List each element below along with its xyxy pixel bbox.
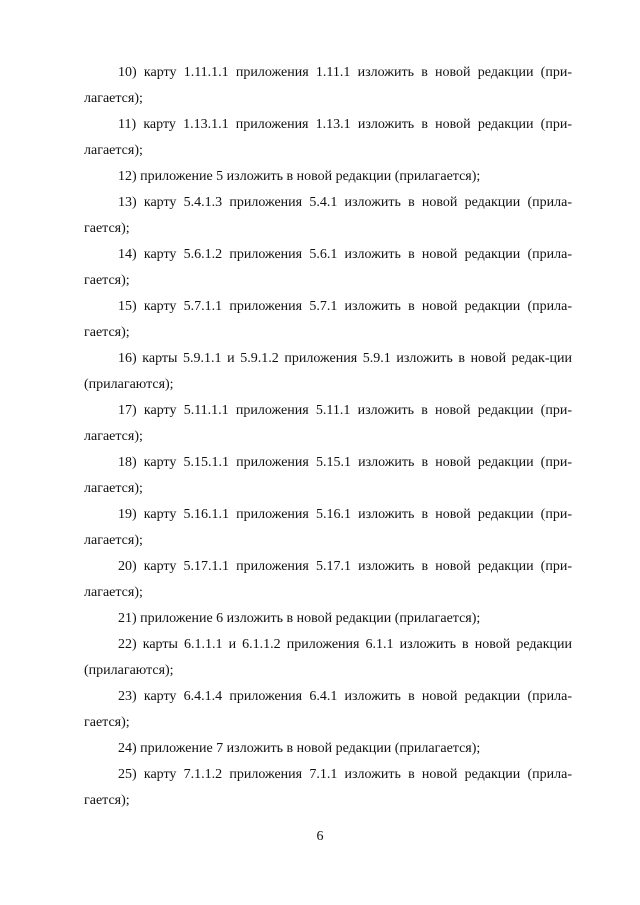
- list-item: 22) карты 6.1.1.1 и 6.1.1.2 приложения 6.1.1 изложить в новой редакции (прилагаются);: [84, 637, 572, 678]
- amendment-list: [84, 60, 572, 814]
- list-item: 15) карту 5.7.1.1 приложения 5.7.1 изложить в новой редакции (прила-гается);: [84, 299, 572, 340]
- list-item: 13) карту 5.4.1.3 приложения 5.4.1 изложить в новой редакции (прила-гается);: [84, 195, 572, 236]
- list-item: 19) карту 5.16.1.1 приложения 5.16.1 изложить в новой редакции (при-лагается);: [84, 507, 572, 548]
- list-item: 12) приложение 5 изложить в новой редакции (прилагается);: [118, 169, 481, 184]
- list-item: 14) карту 5.6.1.2 приложения 5.6.1 изложить в новой редакции (прила-гается);: [84, 247, 572, 288]
- list-item: 25) карту 7.1.1.2 приложения 7.1.1 изложить в новой редакции (прила-гается);: [84, 767, 572, 808]
- list-item: 24) приложение 7 изложить в новой редакции (прилагается);: [118, 741, 481, 756]
- list-item: 21) приложение 6 изложить в новой редакции (прилагается);: [118, 611, 481, 626]
- list-item: 23) карту 6.4.1.4 приложения 6.4.1 изложить в новой редакции (прила-гается);: [84, 689, 572, 730]
- list-item: 16) карты 5.9.1.1 и 5.9.1.2 приложения 5.9.1 изложить в новой редак-ции (прилагаются);: [84, 351, 572, 392]
- list-item: 20) карту 5.17.1.1 приложения 5.17.1 изложить в новой редакции (при-лагается);: [84, 559, 572, 600]
- list-item: 10) карту 1.11.1.1 приложения 1.11.1 изложить в новой редакции (при-лагается);: [84, 65, 572, 106]
- list-item: 17) карту 5.11.1.1 приложения 5.11.1 изложить в новой редакции (при-лагается);: [84, 403, 572, 444]
- page-number: 6: [316, 829, 324, 844]
- list-item: 11) карту 1.13.1.1 приложения 1.13.1 изложить в новой редакции (при-лагается);: [84, 117, 572, 158]
- list-item: 18) карту 5.15.1.1 приложения 5.15.1 изложить в новой редакции (при-лагается);: [84, 455, 572, 496]
